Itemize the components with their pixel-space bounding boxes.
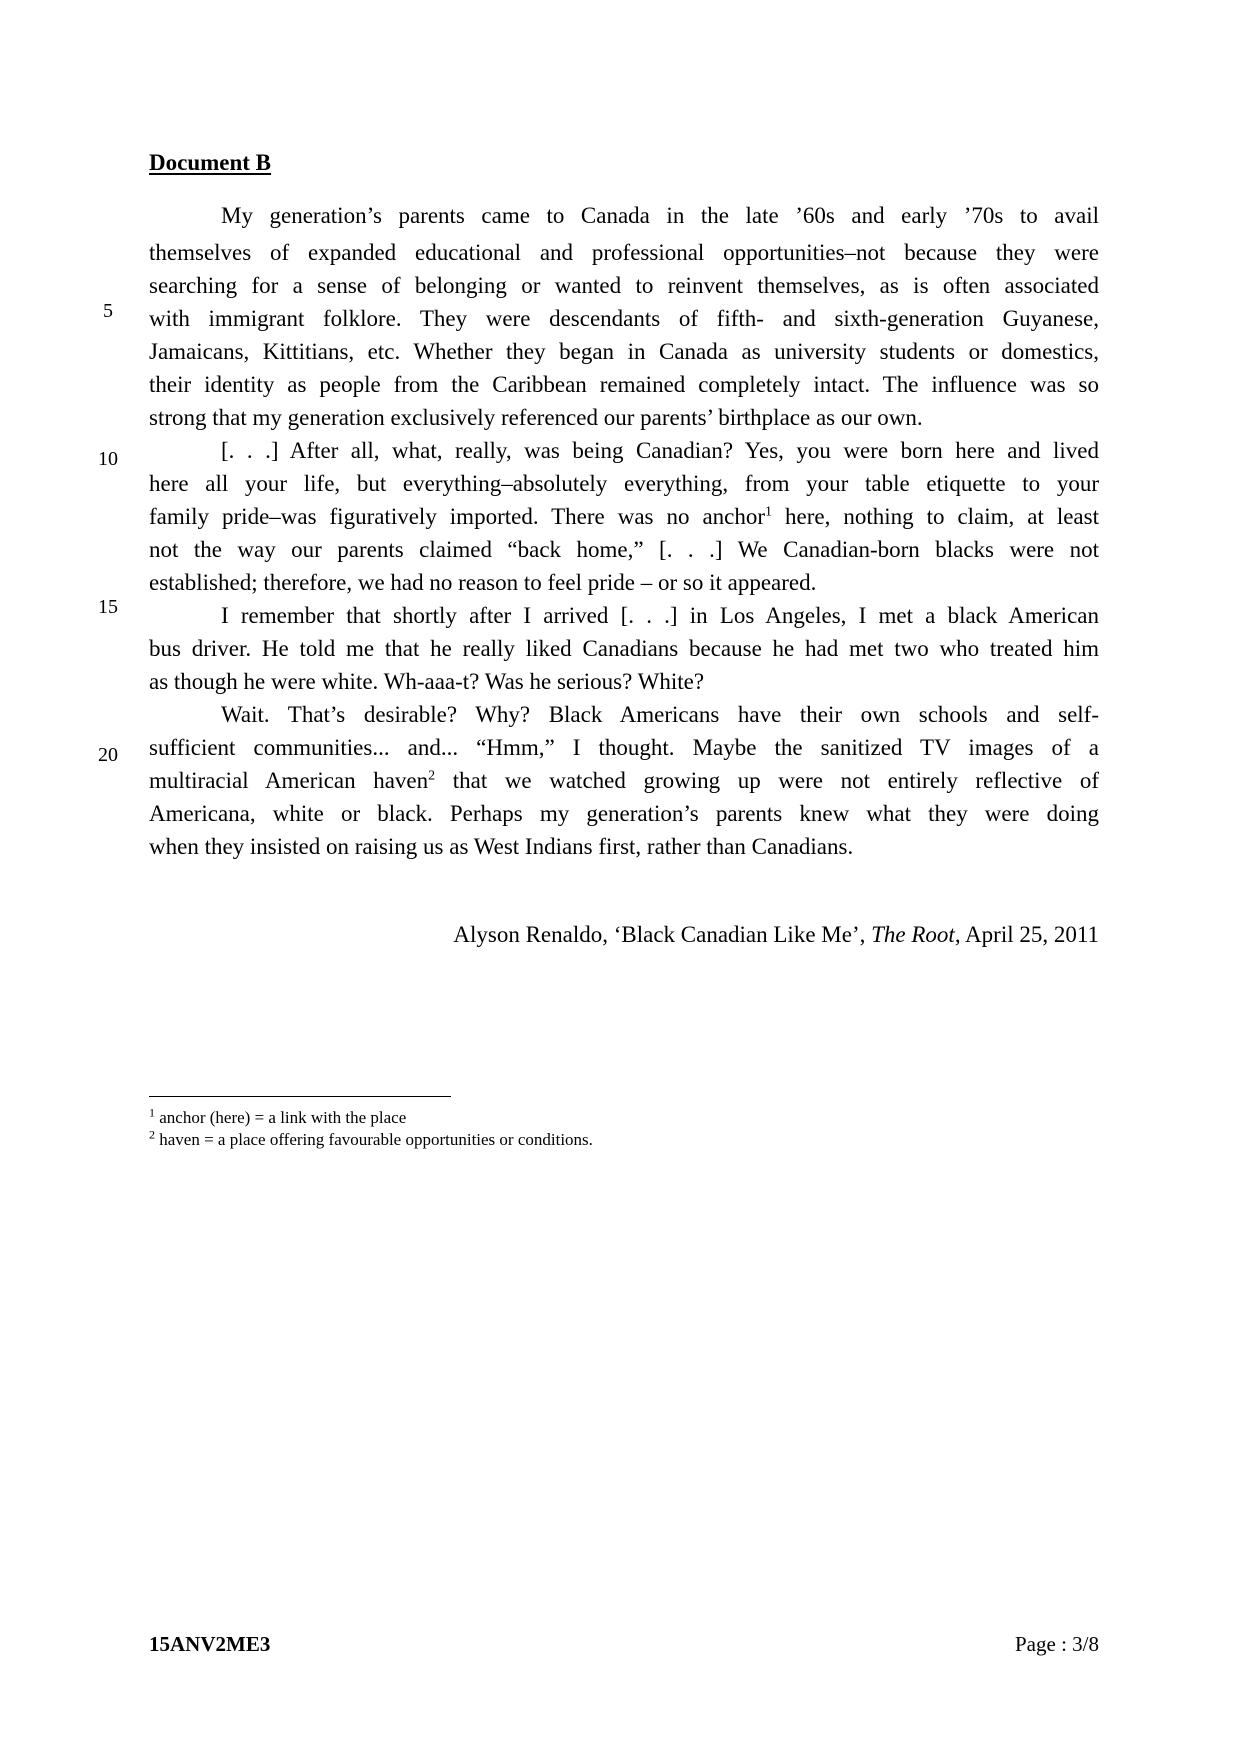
source-citation: [453, 918, 1099, 951]
citation-date: , April 25, 2011: [954, 922, 1099, 947]
text-line-10-end: here, nothing to claim, at least: [772, 504, 1099, 529]
text-line-16: Wait. That’s desirable? Why? Black Americans have their own schools and self-: [221, 702, 1099, 727]
text-line-7: strong that my generation exclusively referenced our parents’ birthplace as our own.: [149, 405, 923, 430]
footnote-ref-1: 1: [765, 504, 773, 520]
document-title: Document B: [149, 150, 272, 175]
footnote-2-marker: 2: [149, 1127, 155, 1142]
exam-code: 15ANV2ME3: [149, 1632, 271, 1656]
text-line-2: themselves of expanded educational and professional opportunities–not because they were: [149, 240, 1099, 265]
text-line-20: when they insisted on raising us as West Indians first, rather than Canadians.: [149, 834, 854, 859]
line-number-15: 15: [98, 596, 118, 618]
text-line-9: here all your life, but everything–absolutely everything, from your table etiquette to your: [149, 471, 1099, 496]
text-line-19: Americana, white or black. Perhaps my generation’s parents knew what they were doing: [149, 801, 1099, 826]
footnote-ref-2: 2: [428, 768, 436, 784]
text-line-15: as though he were white. Wh-aaa-t? Was he serious? White?: [149, 669, 705, 694]
text-line-10-start: family pride–was figuratively imported. There was no anchor: [149, 504, 766, 529]
text-line-14: bus driver. He told me that he really liked Canadians because he had met two who treated him: [149, 636, 1099, 661]
citation-author-title: Alyson Renaldo, ‘Black Canadian Like Me’,: [453, 922, 872, 947]
text-line-1: My generation’s parents came to Canada in the late ’60s and early ’70s to avail: [221, 203, 1099, 228]
text-line-18-start: multiracial American haven: [149, 768, 429, 793]
text-line-12: established; therefore, we had no reason to feel pride – or so it appeared.: [149, 570, 817, 595]
text-line-18: [149, 764, 1099, 797]
citation-publication: The Root: [871, 922, 955, 947]
text-line-3: searching for a sense of belonging or wanted to reinvent themselves, as is often associated: [149, 273, 1099, 298]
text-line-11: not the way our parents claimed “back home,” [. . .] We Canadian-born blacks were not: [149, 537, 1099, 562]
text-line-17: sufficient communities... and... “Hmm,” I thought. Maybe the sanitized TV images of a: [149, 735, 1099, 760]
footnote-2: [149, 1129, 593, 1150]
text-line-4: with immigrant folklore. They were descendants of fifth- and sixth-generation Guyanese,: [149, 306, 1099, 331]
footnote-2-text: haven = a place offering favourable opportunities or conditions.: [155, 1130, 593, 1149]
text-line-10: [149, 500, 1099, 533]
text-line-13: I remember that shortly after I arrived [. . .] in Los Angeles, I met a black American: [221, 603, 1099, 628]
line-number-10: 10: [98, 448, 118, 470]
footnote-1: [149, 1107, 406, 1128]
footnote-1-marker: 1: [149, 1105, 155, 1120]
text-line-5: Jamaicans, Kittitians, etc. Whether they began in Canada as university students or domestics,: [149, 339, 1099, 364]
text-line-6: their identity as people from the Caribbean remained completely intact. The influence was so: [149, 372, 1099, 397]
page-number: Page : 3/8: [1015, 1632, 1099, 1656]
footnote-divider: [149, 1096, 451, 1097]
line-number-5: 5: [103, 300, 113, 322]
footnote-1-text: anchor (here) = a link with the place: [155, 1108, 407, 1127]
text-line-8: [. . .] After all, what, really, was being Canadian? Yes, you were born here and lived: [221, 438, 1099, 463]
text-line-18-end: that we watched growing up were not entirely reflective of: [435, 768, 1099, 793]
line-number-20: 20: [98, 744, 118, 766]
